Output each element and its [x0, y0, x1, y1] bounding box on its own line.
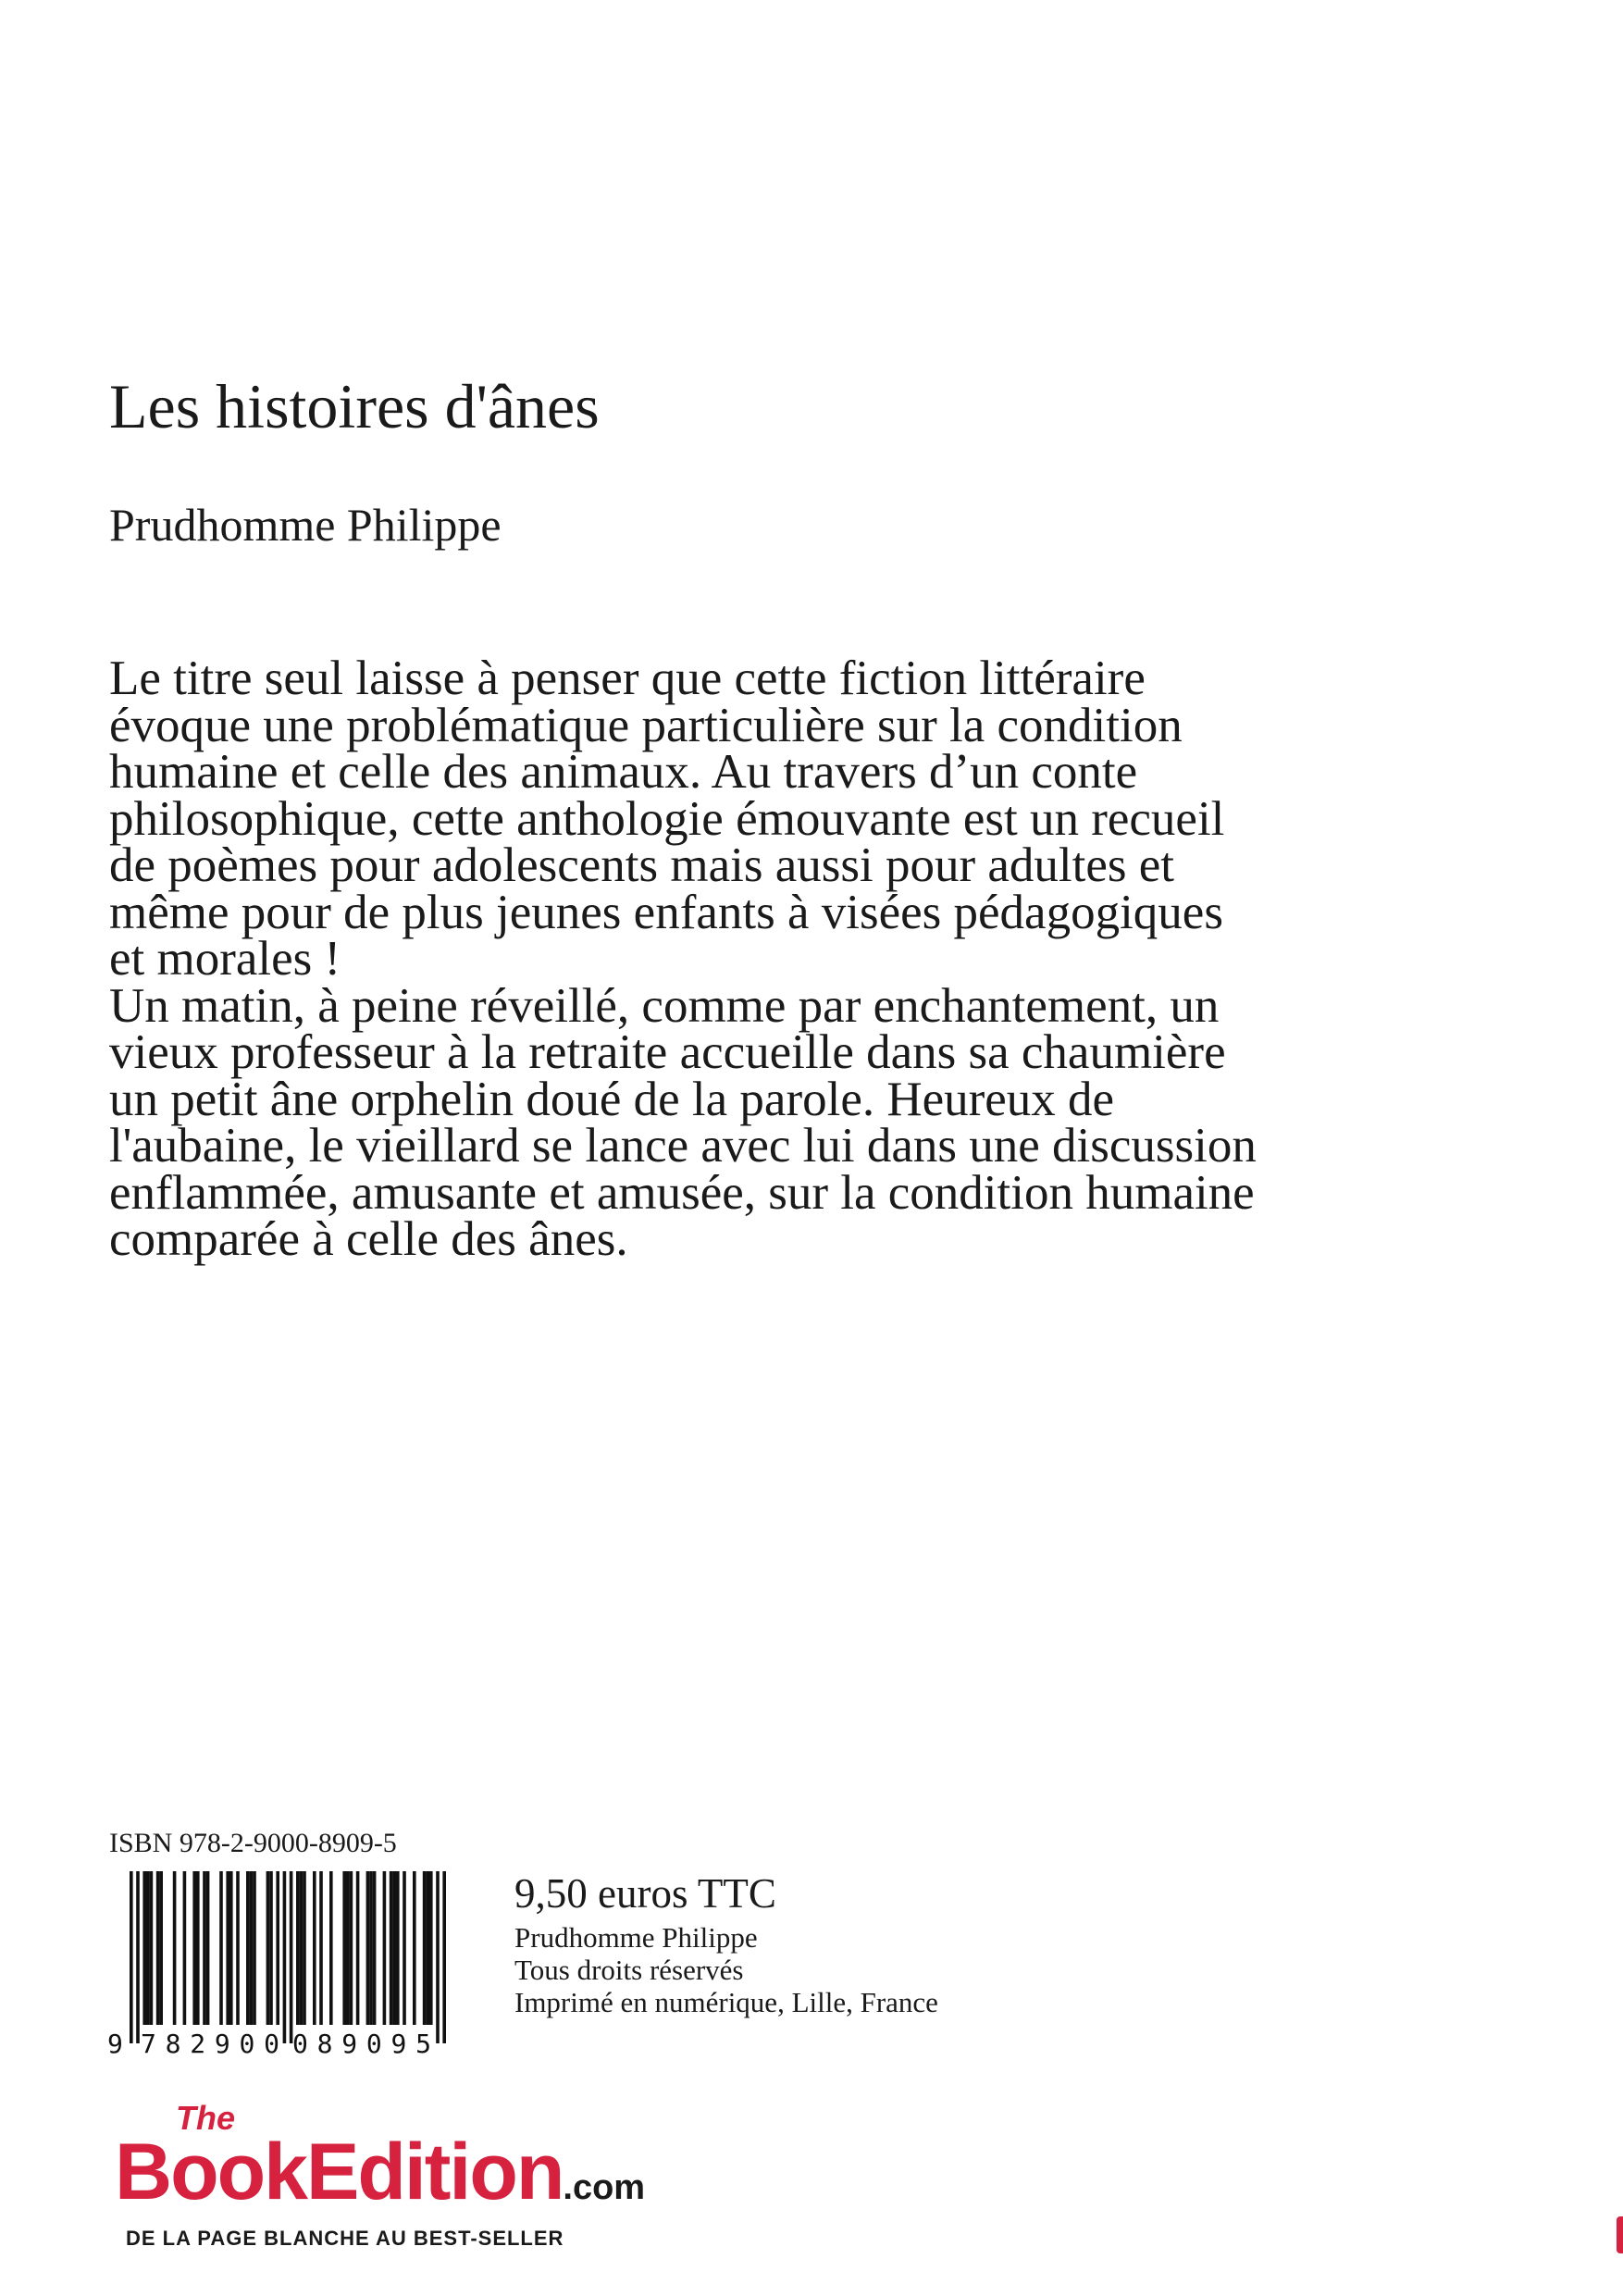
barcode-bar [342, 1871, 346, 2025]
barcode-bar [173, 1871, 177, 2025]
barcode-bar [373, 1871, 377, 2025]
barcode-bar [396, 1871, 400, 2025]
book-author: Prudhomme Philippe [109, 499, 502, 551]
barcode-bar [436, 1871, 440, 2043]
barcode-bar [226, 1871, 229, 2025]
barcode-bar [229, 1871, 233, 2025]
barcode-bar [253, 1871, 256, 2025]
back-cover-blurb [109, 652, 1257, 1266]
publisher-logo [115, 2099, 670, 2256]
book-title: Les histoires d'ânes [109, 371, 600, 441]
barcode-bar [392, 1871, 396, 2025]
blurb-paragraph-1: Le titre seul laisse à penser que cette fiction littéraire évoque une problématique particulière sur la condition humaine et celle des animaux. Au travers d’un conte philosophique, cette anthologie émouvante est un recueil de poèmes pour adolescents mais aussi pour adultes et même pour de plus jeunes enfants à visées pédagogiques et morales ! [109, 652, 1225, 986]
barcode-bar [296, 1871, 300, 2025]
barcode-bar [426, 1871, 429, 2025]
barcode-bar [142, 1871, 146, 2025]
barcode-digits-group1: 782900 [141, 2029, 279, 2056]
barcode-bar [346, 1871, 350, 2025]
price: 9,50 euros TTC [514, 1870, 776, 1917]
barcode-bar [183, 1871, 187, 2025]
barcode-bar [290, 1871, 293, 2043]
barcode-digit-first: 9 [107, 2029, 123, 2056]
barcode-bar [206, 1871, 210, 2025]
barcode-bar [266, 1871, 270, 2025]
publication-info [514, 1921, 938, 2018]
barcode-bar [429, 1871, 433, 2025]
barcode-bar [350, 1871, 353, 2025]
barcode-bar [146, 1871, 150, 2025]
barcode-bar [236, 1871, 240, 2025]
barcode-bar [269, 1871, 273, 2025]
barcode-bar [250, 1871, 254, 2025]
logo-tagline: DE LA PAGE BLANCHE AU BEST-SELLER [126, 2227, 564, 2250]
logo-name: BookEdition [115, 2128, 564, 2216]
barcode-bar [196, 1871, 200, 2025]
barcode-bar [366, 1871, 370, 2025]
barcode-bar [136, 1871, 140, 2043]
barcode-bar [276, 1871, 279, 2025]
barcode-bar [300, 1871, 304, 2025]
barcode-bar [246, 1871, 250, 2025]
barcode-bar [130, 1871, 133, 2043]
barcode-bar [413, 1871, 416, 2025]
barcode-bar [203, 1871, 206, 2025]
rights-notice: Tous droits réservés [514, 1954, 744, 1986]
barcode-bar [319, 1871, 323, 2025]
barcode-digits-group2: 089095 [292, 2029, 431, 2056]
edge-mark [1617, 2216, 1623, 2253]
logo-wordmark [115, 2127, 645, 2218]
barcode-bar [313, 1871, 316, 2025]
printing-info: Imprimé en numérique, Lille, France [514, 1986, 938, 2018]
barcode-bar [283, 1871, 287, 2043]
barcode-bar [383, 1871, 387, 2025]
barcode-bar [403, 1871, 406, 2025]
logo-suffix: .com [563, 2168, 646, 2207]
barcode-bar [329, 1871, 333, 2025]
barcode-bar [303, 1871, 306, 2025]
logo-the: The [176, 2099, 236, 2137]
barcode-bar [156, 1871, 160, 2025]
barcode-bar [423, 1871, 427, 2025]
isbn-label: ISBN 978-2-9000-8909-5 [109, 1828, 397, 1858]
barcode-bar [159, 1871, 163, 2025]
blurb-paragraph-2: Un matin, à peine réveillé, comme par enchantement, un vieux professeur à la retraite accueille dans sa chaumière un petit âne orphelin doué de la parole. Heureux de l'aubaine, le vieillard se lance avec lui dans une discussion enflammée, amusante et amusée, sur la condition humaine comparée à celle des ânes. [109, 978, 1257, 1266]
barcode-bar [442, 1871, 446, 2043]
barcode-bar [150, 1871, 154, 2025]
barcode-bar [219, 1871, 223, 2025]
barcode-bar [192, 1871, 196, 2025]
barcode-bar [390, 1871, 393, 2025]
barcode-bar [356, 1871, 360, 2025]
copyright-holder: Prudhomme Philippe [514, 1921, 758, 1954]
barcode [107, 1871, 453, 2056]
barcode-bar [369, 1871, 373, 2025]
